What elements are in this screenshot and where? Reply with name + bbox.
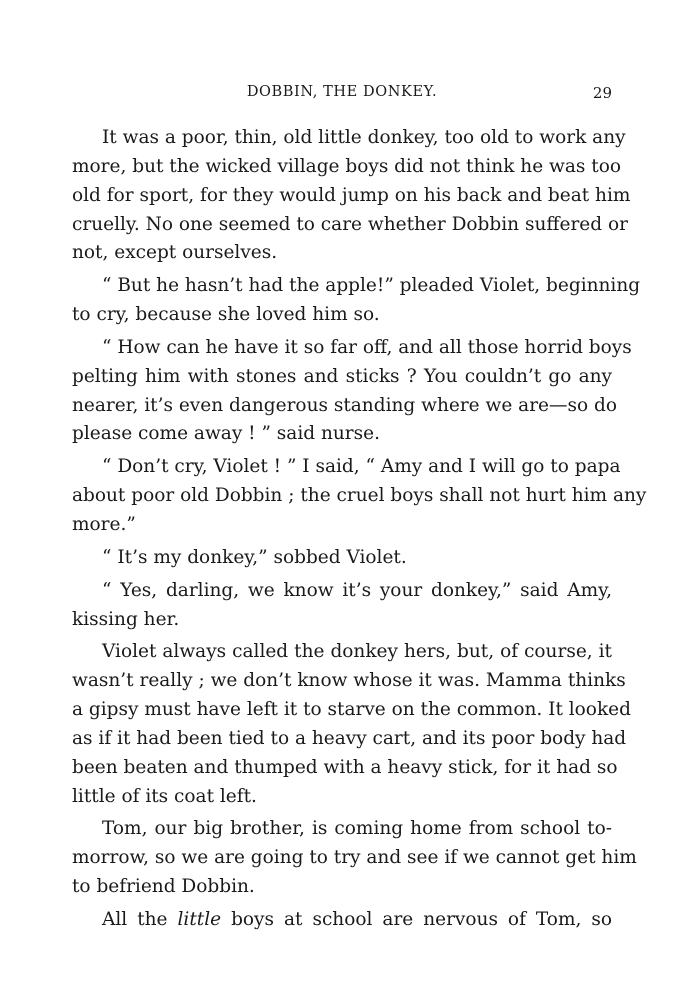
text-line: please come away ! ” said nurse. [72, 423, 380, 445]
text-line: morrow, so we are going to try and see if we cannot get him [72, 847, 637, 869]
text-line: not, except ourselves. [72, 242, 278, 264]
body-text [72, 124, 647, 935]
text-line: a gipsy must have left it to starve on the common. It looked [72, 699, 631, 721]
text-line: little of its coat left. [72, 785, 257, 807]
text-line: to befriend Dobbin. [72, 876, 255, 898]
text-line: about poor old Dobbin ; the cruel boys shall not hurt him any [72, 485, 647, 507]
text-line: nearer, it’s even dangerous standing where we are—so do [72, 394, 617, 416]
text-line: more.” [72, 513, 136, 535]
text-line: “ Yes, darling, we know it’s your donkey,” said Amy, [102, 579, 612, 601]
text-line: Violet always called the donkey hers, but, of course, it [102, 641, 612, 663]
text-line: Tom, our big brother, is coming home from school to- [102, 818, 612, 840]
text-line: “ Don’t cry, Violet ! ” I said, “ Amy and I will go to papa [102, 456, 621, 478]
text-line: more, but the wicked village boys did not think he was too [72, 155, 622, 177]
text-line: been beaten and thumped with a heavy stick, for it had so [72, 756, 618, 778]
text-line: “ It’s my donkey,” sobbed Violet. [102, 546, 407, 568]
text-line: wasn’t really ; we don’t know whose it was. Mamma thinks [72, 670, 626, 692]
text-line: as if it had been tied to a heavy cart, and its poor body had [72, 727, 627, 749]
text-line: kissing her. [72, 608, 180, 630]
text-fragment: boys at school are nervous of Tom, so [231, 908, 612, 930]
text-line: It was a poor, thin, old little donkey, too old to work any [102, 127, 626, 148]
text-line: pelting him with stones and sticks ? You couldn’t go any [72, 365, 612, 387]
page-header [72, 84, 612, 106]
text-line: “ How can he have it so far off, and all those horrid boys [102, 336, 632, 358]
text-line: to cry, because she loved him so. [72, 304, 380, 326]
italic-emphasis: little [177, 908, 222, 930]
text-line: “ But he hasn’t had the apple!” pleaded Violet, beginning [102, 275, 641, 297]
text-line: old for sport, for they would jump on his back and beat him [72, 184, 631, 206]
text-line: cruelly. No one seemed to care whether Dobbin suffered or [72, 213, 628, 235]
running-title: DOBBIN, THE DONKEY. [246, 84, 438, 100]
text-line [72, 906, 612, 935]
page-number: 29 [592, 84, 612, 102]
text-fragment: All the [102, 908, 168, 930]
